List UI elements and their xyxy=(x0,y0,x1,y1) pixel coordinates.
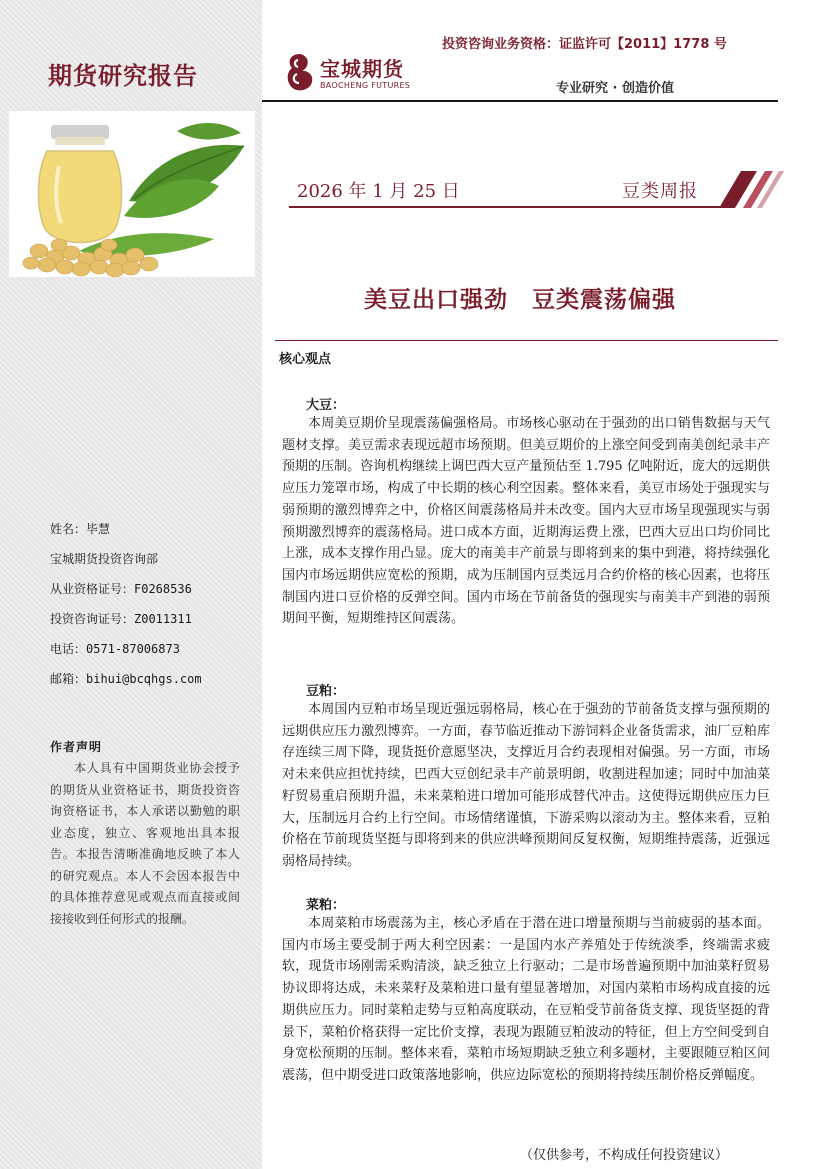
author-statement-text: 本人具有中国期货业协会授予的期货从业资格证书，期货投资咨询资格证书，本人承诺以勤勉的职业态度，独立、客观地出具本报告。本报告清晰准确地反映了本人的研究观点。本人不会因本报告中的具体推荐意见或观点而直接或间接接收到任何形式的报酬。 xyxy=(50,761,240,926)
author-statement-heading: 作者声明 xyxy=(50,740,103,754)
author-phone: 电话：0571-87006873 xyxy=(50,642,180,656)
date-banner xyxy=(289,171,789,209)
author-consult-license: 投资咨询证号：Z0011311 xyxy=(50,612,192,626)
title-divider xyxy=(275,340,778,341)
cover-photo-soybean-oil xyxy=(9,111,255,277)
header-divider xyxy=(262,100,778,102)
logo-mark-icon xyxy=(284,52,316,92)
logo-english-name: BAOCHENG FUTURES xyxy=(320,81,411,90)
section-heading-soymeal: 豆粕： xyxy=(306,684,346,699)
section-heading-rapeseed-meal: 菜粕： xyxy=(306,898,346,913)
report-title: 美豆出口强劲 豆类震荡偏强 xyxy=(364,287,676,313)
report-category: 豆类周报 xyxy=(622,181,698,202)
core-views-heading: 核心观点 xyxy=(279,352,332,367)
section-text-rapeseed-meal: 本周菜粕市场震荡为主，核心矛盾在于潜在进口增量预期与当前疲弱的基本面。国内市场主要受制于两大利空因素：一是国内水产养殖处于传统淡季，终端需求疲软，现货市场刚需采购清淡，缺乏独立上行驱动；二是市场普遍预期中加油菜籽贸易协议即将达成，未来菜籽及菜粕进口量有望显著增加，对国内菜粕市场构成直接的远期供应压力。同时菜粕走势与豆粕高度联动，在豆粕受节前备货支撑、现货坚挺的背景下，菜粕价格获得一定比价支撑，表现为跟随豆粕波动的特征，但上方空间受到自身宽松预期的压制。整体来看，菜粕市场短期缺乏独立利多题材，主要跟随豆粕区间震荡，但中期受进口政策落地影响，供应边际宽松的预期将持续压制价格反弹幅度。 xyxy=(282,916,770,1083)
report-type-label: 期货研究报告 xyxy=(48,62,198,90)
section-heading-soybean: 大豆： xyxy=(306,398,346,413)
report-date: 2026 年 1 月 25 日 xyxy=(297,181,460,202)
company-logo xyxy=(284,52,434,96)
disclaimer: （仅供参考，不构成任何投资建议） xyxy=(520,1148,729,1163)
author-email: 邮箱：bihui@bcqhgs.com xyxy=(50,672,202,686)
author-name: 姓名：毕慧 xyxy=(50,522,111,536)
qualification-text: 投资咨询业务资格：证监许可【2011】1778 号 xyxy=(442,37,727,52)
section-text-soybean: 本周美豆期价呈现震荡偏强格局。市场核心驱动在于强劲的出口销售数据与天气题材支撑。美豆需求表现远超市场预期。但美豆期价的上涨空间受到南美创纪录丰产预期的压制。咨询机构继续上调巴西大豆产量预估至 1.795 亿吨附近，庞大的远期供应压力笼罩市场，构成了中长期的核心利空因素。整体来看，美豆市场处于强现实与弱预期的激烈博弈之中，价格区间震荡格局并未改变。国内大豆市场呈现强现实与弱预期激烈博弈的震荡格局。进口成本方面，近期海运费上涨，巴西大豆出口均价同比上涨，成本支撑作用凸显。庞大的南美丰产前景与即将到来的集中到港，将持续强化国内市场远期供应宽松的预期，成为压制国内豆类远月合约价格的核心因素，也将压制国内进口豆价格的反弹空间。国内市场在节前备货的强现实与南美丰产到港的弱预期间平衡，短期维持区间震荡。 xyxy=(282,416,770,627)
author-info xyxy=(50,514,258,694)
logo-chinese-name: 宝城期货 xyxy=(320,57,404,81)
author-license: 从业资格证号：F0268536 xyxy=(50,582,192,596)
section-text-soymeal: 本周国内豆粕市场呈现近强远弱格局，核心在于强劲的节前备货支撑与强预期的远期供应压力激烈博弈。一方面，春节临近推动下游饲料企业备货需求，油厂豆粕库存连续三周下降，现货挺价意愿坚决，支撑近月合约表现相对偏强。另一方面，市场对未来供应担忧持续，巴西大豆创纪录丰产前景明朗，收割进程加速；同时中加油菜籽贸易重启预期升温，未来菜粕进口增加可能形成替代冲击。这使得远期供应压力巨大，压制远月合约上行空间。市场情绪谨慎，下游采购以滚动为主。整体来看，豆粕价格在节前现货坚挺与即将到来的供应洪峰预期间反复权衡，短期维持震荡，近强远弱格局持续。 xyxy=(282,702,770,869)
slogan: 专业研究 · 创造价值 xyxy=(556,81,674,96)
author-org: 宝城期货投资咨询部 xyxy=(50,552,159,566)
